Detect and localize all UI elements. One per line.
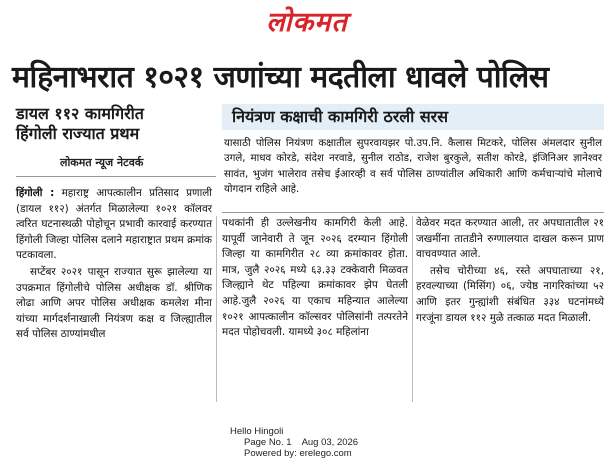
column-2-paragraph-1: पथकांनी ही उल्लेखनीय कामगिरी केली आहे. यापूर्वी जानेवारी ते जून २०२६ दरम्यान हिंगोली जिल्हा या कामगिरीत २८ व्या क्रमांकावर होता. मात्र, जुलै २०२६ मध्ये ६३.३३ टक्केवारी मिळवत जिल्ह्याने थेट पहिल्या क्रमांकावर झेप घेतली आहे.जुलै २०२६ या एकाच महिन्यात आलेल्या १०२१ आपत्कालीन कॉल्सवर पोलिसांनी तत्परतेने मदत पोहोचवली. यामध्ये ३०८ महिलांना	[222, 217, 408, 339]
article-headline: महिनाभरात १०२१ जणांच्या मदतीला धावले पोलिस	[12, 60, 549, 95]
lokmat-logo: लोकमत	[266, 7, 348, 38]
column-1-paragraph-2	[16, 265, 212, 343]
column-1-paragraph-1	[16, 186, 212, 264]
column-1-paragraph-2-text: सप्टेंबर २०२१ पासून राज्यात सुरू झालेल्या या उपक्रमात हिंगोलीचे पोलिस अधीक्षक डॉ. श्रीणिक लोढा आणि अपर पोलिस अधीक्षक कमलेश मीना यांच्या मार्गदर्शनाखाली नियंत्रण कक्ष व जिल्ह्यातील सर्व पोलिस ठाण्यांमधील	[16, 265, 212, 341]
article-column-1	[16, 186, 212, 343]
byline: लोकमत न्यूज नेटवर्क	[60, 156, 144, 169]
dateline: हिंगोली :	[16, 187, 55, 199]
subhead-line-1: डायल ११२ कामगिरीत	[16, 104, 144, 123]
footer-powered-by: Powered by: erelego.com	[244, 448, 352, 459]
footer-edition: Hello Hingoli	[230, 426, 284, 437]
sidebar-divider	[222, 212, 604, 213]
masthead	[0, 6, 614, 40]
column-divider-1	[216, 216, 217, 402]
byline-divider	[16, 176, 216, 177]
sidebar-body: यासाठी पोलिस नियंत्रण कक्षातील सुपरवायझर पो.उप.नि. कैलास मिटकरे, पोलिस अंमलदार सुनील उगले, माधव कोरडे, संदेश नरवाडे, सुनील राठोड, राजेश बुरकुले, सतीश कोरडे, इंजिनिअर ज्ञानेश्वर सावंत, भुजंग भालेराव तसेच ईआरव्ही व सर्व पोलिस ठाण्यांतील अधिकारी आणि कर्मचाऱ्यांचे मोलाचे योगदान राहिले आहे.	[224, 138, 602, 196]
article-column-2	[222, 216, 408, 341]
column-3-paragraph-1: वेळेवर मदत करण्यात आली, तर अपघातातील २१ जखमींना तातडीने रुग्णालयात दाखल करून प्राण वाचवण्यात आले.	[416, 217, 604, 261]
column-3-paragraph-2	[416, 264, 604, 326]
article-column-3	[416, 216, 604, 326]
footer-page-date: Page No. 1 Aug 03, 2026	[244, 437, 359, 448]
article-subhead	[16, 104, 212, 144]
column-1-paragraph-1-text: महाराष्ट्र आपत्कालीन प्रतिसाद प्रणाली (डायल ११२) अंतर्गत मिळालेल्या १०२१ कॉलवर त्वरित घटनास्थळी पोहोचून प्रभावी कारवाई करण्यात हिंगोली जिल्हा पोलिस दलाने महाराष्ट्रात प्रथम क्रमांक पटकावला.	[16, 187, 212, 262]
sidebar-title: नियंत्रण कक्षाची कामगिरी ठरली सरस	[222, 104, 604, 130]
page-footer	[230, 426, 450, 459]
column-3-paragraph-2-text: तसेच चोरीच्या ४६, रस्ते अपघाताच्या २१, हरवल्याच्या (मिसिंग) ०६, ज्येष्ठ नागरिकांच्या ५२ आणि इतर गुन्ह्यांशी संबंधित ३३४ घटनांमध्ये गरजूंना डायल ११२ मुळे तत्काळ मदत मिळाली.	[416, 264, 604, 324]
subhead-line-2: हिंगोली राज्यात प्रथम	[16, 124, 140, 143]
column-divider-2	[412, 216, 413, 402]
